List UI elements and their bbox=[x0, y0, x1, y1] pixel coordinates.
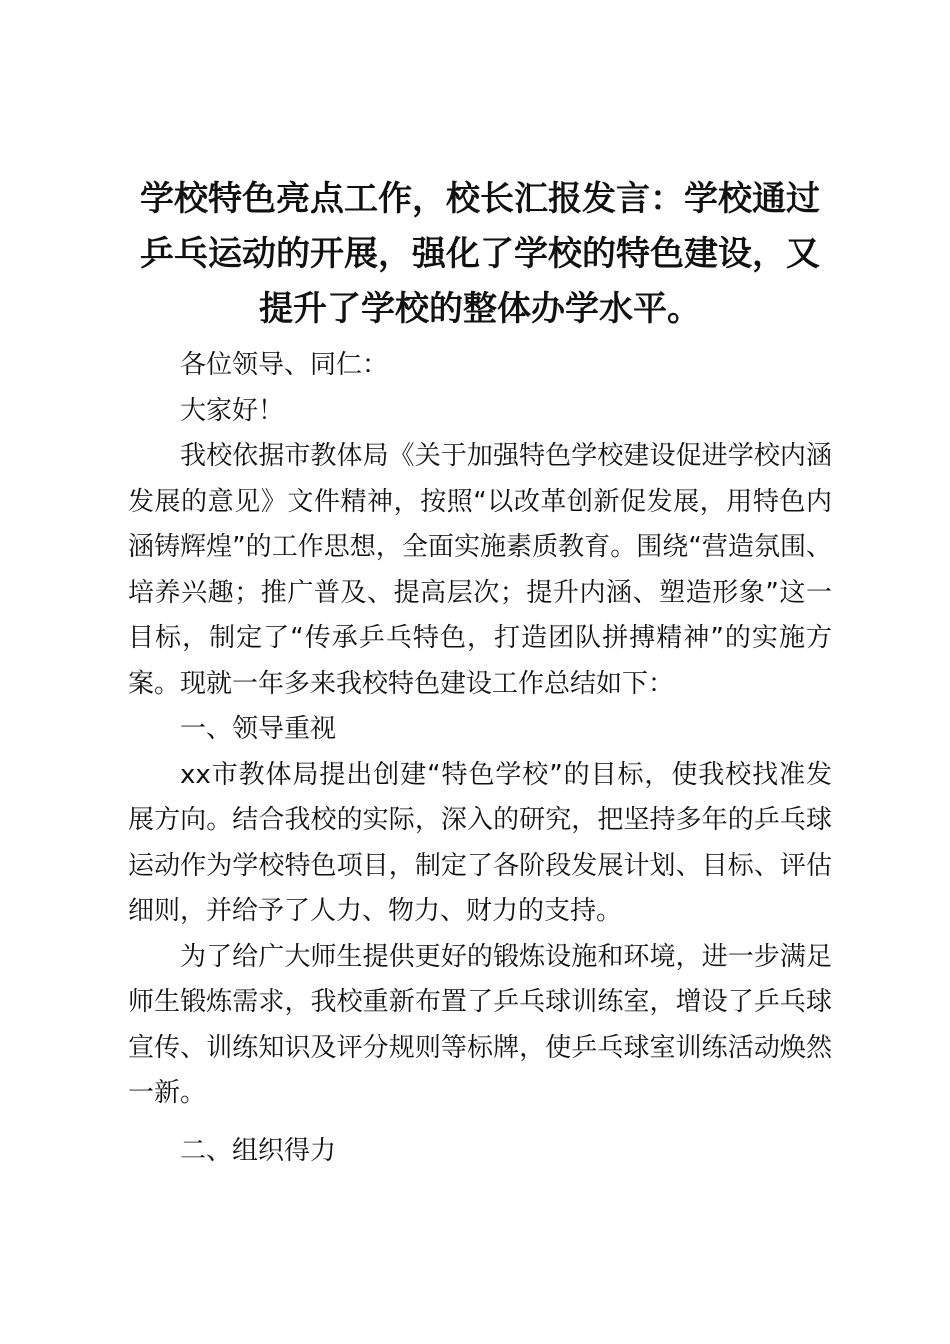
document-title: 学校特色亮点工作，校长汇报发言：学校通过乒乓运动的开展，强化了学校的特色建设，又提升了学校的整体办学水平。 bbox=[140, 179, 820, 329]
salutation: 各位领导、同仁： bbox=[180, 350, 389, 380]
document-body bbox=[128, 343, 832, 1174]
paragraph-leadership: xx市教体局提出创建“特色学校”的目标，使我校找准发展方向。结合我校的实际，深入的研究，把坚持多年的乒乓球运动作为学校特色项目，制定了各阶段发展计划、目标、评估细则，并给予了人力、物力、财力的支持。 bbox=[128, 759, 832, 926]
section-heading-1: 一、领导重视 bbox=[180, 714, 337, 744]
greeting: 大家好！ bbox=[180, 395, 285, 426]
section-heading-2: 二、组织得力 bbox=[180, 1135, 337, 1166]
paragraph-facilities: 为了给广大师生提供更好的锻炼设施和环境，进一步满足师生锻炼需求，我校重新布置了乒乓球训练室，增设了乒乓球宣传、训练知识及评分规则等标牌，使乒乓球室训练活动焕然一新。 bbox=[128, 941, 832, 1108]
paragraph-intro: 我校依据市教体局《关于加强特色学校建设促进学校内涵发展的意见》文件精神，按照“以改革创新促发展，用特色内涵铸辉煌”的工作思想，全面实施素质教育。围绕“营造氛围、培养兴趣；推广普及、提高层次；提升内涵、塑造形象”这一目标，制定了“传承乒乓特色，打造团队拼搏精神”的实施方案。现就一年多来我校特色建设工作总结如下： bbox=[128, 441, 832, 699]
document-page bbox=[128, 172, 832, 1174]
